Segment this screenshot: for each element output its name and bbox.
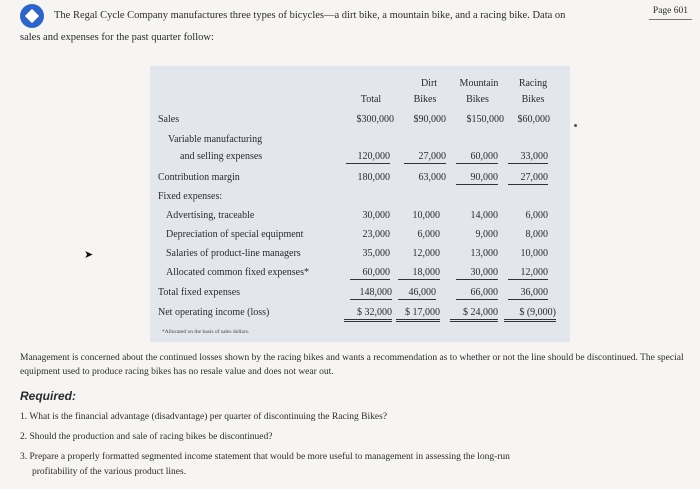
row-label-sales: Sales [158,114,180,125]
cell-sales-dirt: $90,000 [413,114,446,125]
cell-totalfixed-total: 148,000 [350,287,392,300]
row-label-variable-2: and selling expenses [180,151,263,162]
row-label-net-income: Net operating income (loss) [158,307,270,318]
cell-totalfixed-mountain: 66,000 [456,287,498,300]
cell-salaries-racing: 10,000 [520,248,548,259]
data-table-panel [150,66,570,342]
cell-contribution-total: 180,000 [357,172,390,183]
header-mountain-top: Mountain [459,78,499,89]
management-text: Management is concerned about the continued losses shown by the racing bikes and wants a recommendation as to whether or not the line should be discontinued. The special equipment used to produce racing bikes has no resale value and does not wear out. [20,353,684,377]
cell-depreciation-mountain: 9,000 [475,229,498,240]
page-reference[interactable]: Page 601 [649,6,692,20]
table-footnote: *Allocated on the basis of sales dollars. [162,329,250,335]
row-label-allocated: Allocated common fixed expenses* [166,267,310,278]
dot-marker [574,124,577,127]
cell-sales-mountain: $150,000 [466,114,504,125]
cell-totalfixed-racing: 36,000 [508,287,548,300]
cell-depreciation-total: 23,000 [362,229,390,240]
header-racing-top: Racing [518,78,548,89]
requirement-1: 1. What is the financial advantage (disadvantage) per quarter of discontinuing the Racing Bikes? [20,412,388,422]
intro-text-line2: sales and expenses for the past quarter follow: [20,32,214,43]
cell-salaries-dirt: 12,000 [412,248,440,259]
header-mountain-bottom: Bikes [466,94,489,105]
cell-allocated-total: 60,000 [350,267,390,280]
cell-depreciation-racing: 8,000 [525,229,548,240]
cell-variable-total: 120,000 [346,151,390,164]
row-label-fixed: Fixed expenses: [158,191,223,202]
cell-allocated-mountain: 30,000 [456,267,498,280]
cell-sales-total: $300,000 [356,114,394,125]
requirement-3: 3. Prepare a properly formatted segmented income statement that would be more useful to management in assessing the long-run [20,452,510,462]
cell-contribution-mountain: 90,000 [456,172,498,185]
requirement-3-cont: profitability of the various product lines. [32,467,187,477]
row-label-contribution: Contribution margin [158,172,240,183]
cell-allocated-racing: 12,000 [508,267,548,280]
cell-variable-dirt: 27,000 [404,151,446,164]
cell-allocated-dirt: 18,000 [398,267,440,280]
header-dirt-top: Dirt [420,78,438,89]
header-dirt-bottom: Bikes [413,94,437,105]
row-label-advertising: Advertising, traceable [166,210,255,221]
cell-advertising-mountain: 14,000 [470,210,498,221]
row-label-depreciation: Depreciation of special equipment [166,229,304,240]
row-label-total-fixed: Total fixed expenses [158,287,241,298]
cell-totalfixed-dirt: 46,000 [398,287,436,300]
cell-net-mountain: $ 24,000 [450,307,498,322]
cell-variable-mountain: 60,000 [456,151,498,164]
cell-contribution-racing: 27,000 [508,172,548,185]
question-badge-icon [20,4,44,28]
cell-salaries-mountain: 13,000 [470,248,498,259]
cell-advertising-total: 30,000 [362,210,390,221]
required-heading: Required: [20,389,77,403]
header-total: Total [360,94,382,105]
cell-advertising-racing: 6,000 [525,210,548,221]
cell-advertising-dirt: 10,000 [412,210,440,221]
cell-contribution-dirt: 63,000 [418,172,446,183]
header-racing-bottom: Bikes [521,94,545,105]
cell-net-racing: $ (9,000) [504,307,556,322]
cell-sales-racing: $60,000 [517,114,550,125]
cell-variable-racing: 33,000 [508,151,548,164]
intro-text-line1: The Regal Cycle Company manufactures three types of bicycles—a dirt bike, a mountain bike, and a racing bike. Data on [54,10,566,21]
cell-net-total: $ 32,000 [344,307,392,322]
cell-depreciation-dirt: 6,000 [417,229,440,240]
requirement-2: 2. Should the production and sale of racing bikes be discontinued? [20,432,273,442]
row-label-salaries: Salaries of product-line managers [166,248,301,259]
mouse-cursor-icon: ➤ [84,249,94,261]
cell-net-dirt: $ 17,000 [396,307,440,322]
row-label-variable-1: Variable manufacturing [168,134,263,145]
cell-salaries-total: 35,000 [362,248,390,259]
